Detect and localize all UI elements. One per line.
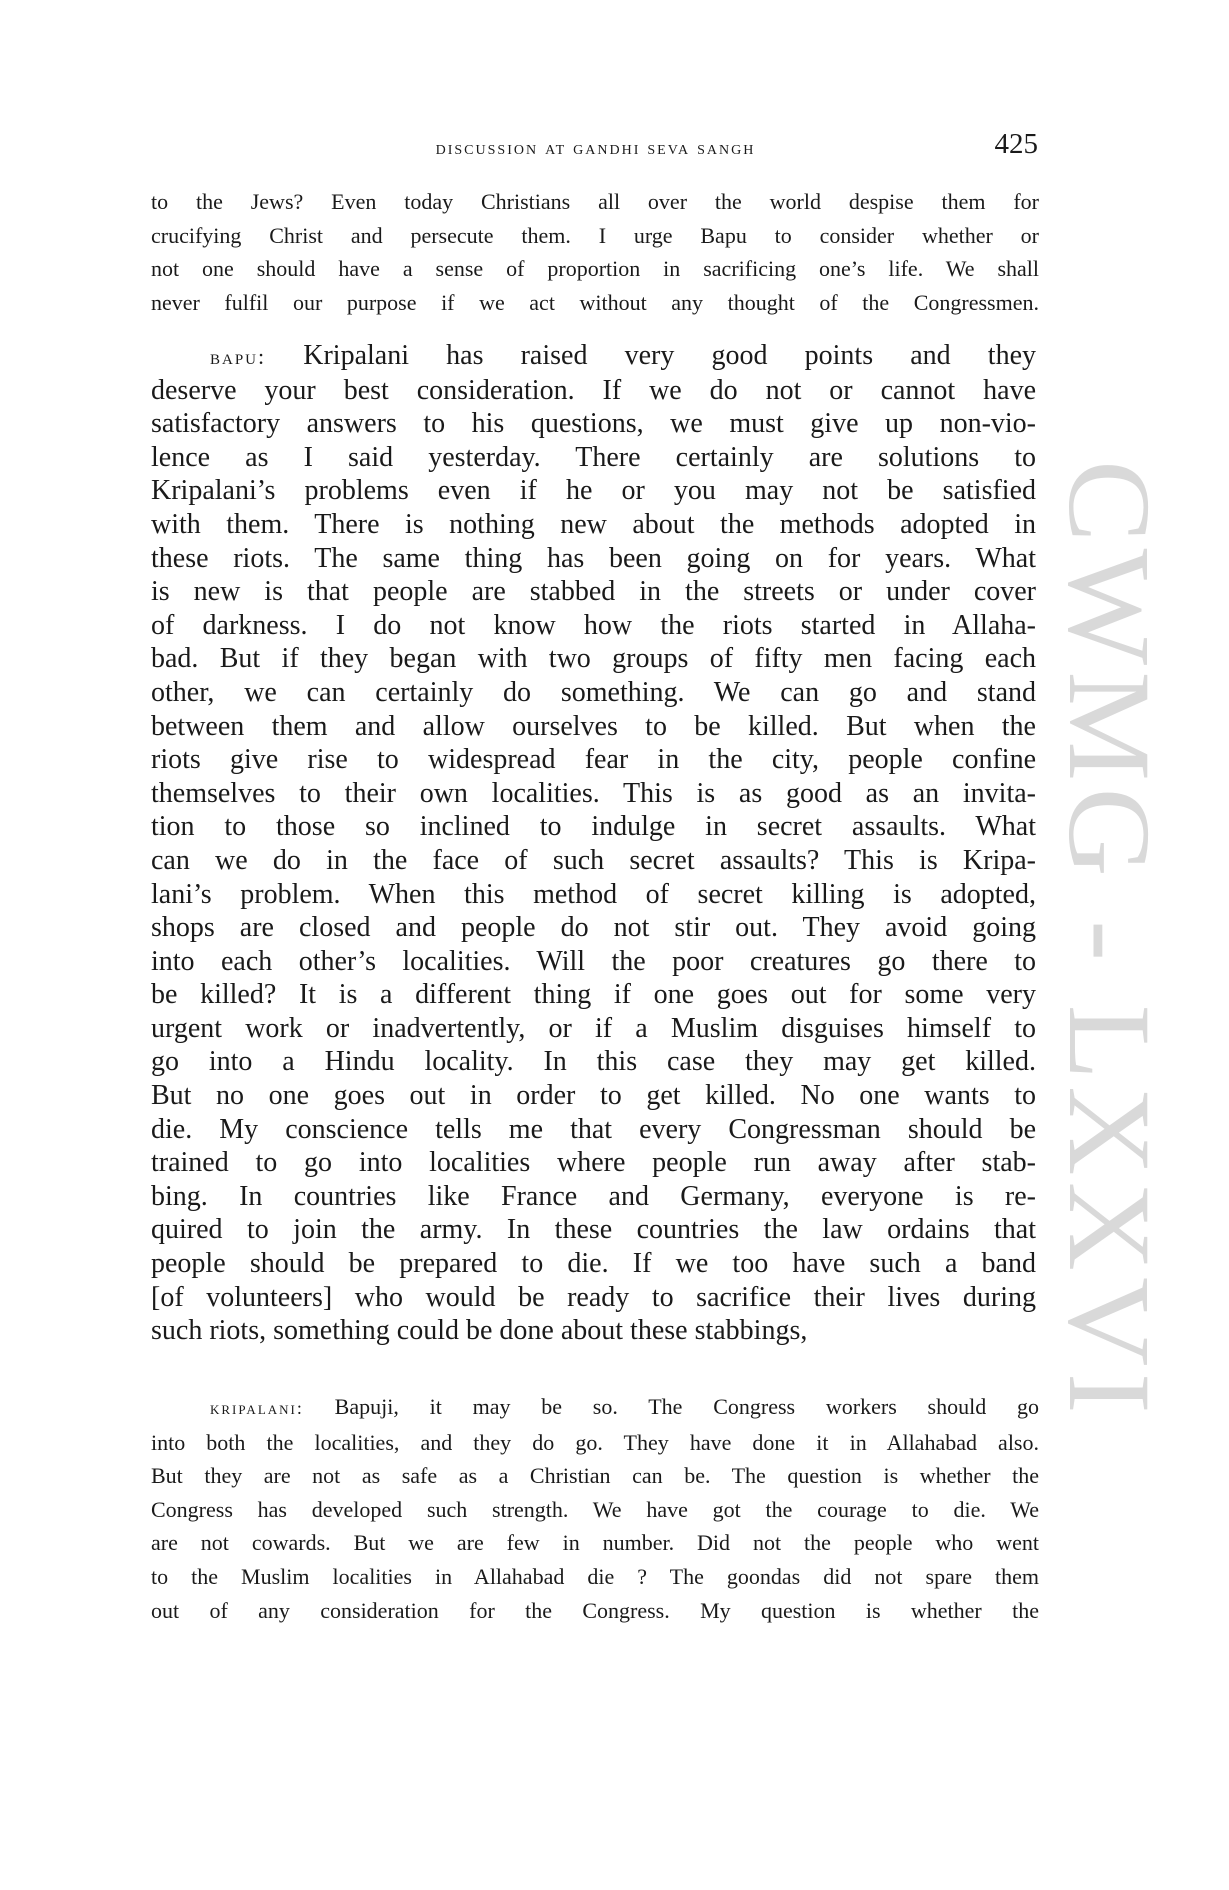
text-line: into each other’s localities. Will the poor creatures go there to bbox=[151, 945, 1036, 977]
text-line: lani’s problem. When this method of secret killing is adopted, bbox=[151, 878, 1036, 910]
watermark bbox=[1030, 460, 1175, 1440]
text-line: riots give rise to widespread fear in the city, people confine bbox=[151, 744, 1036, 776]
text-line: die. My conscience tells me that every Congressman should be bbox=[151, 1113, 1036, 1145]
text-fragment: Kripalani has raised very good points and they bbox=[303, 340, 1036, 371]
text-line: to the Muslim localities in Allahabad die ? The goondas did not spare them bbox=[151, 1563, 1039, 1589]
text-line: quired to join the army. In these countries the law ordains that bbox=[151, 1214, 1036, 1246]
text-line bbox=[151, 1390, 1039, 1426]
text-line: are not cowards. But we are few in number. Did not the people who went bbox=[151, 1530, 1039, 1556]
watermark-graphic bbox=[1030, 460, 1175, 1440]
text-line: But they are not as safe as a Christian can be. The question is whether the bbox=[151, 1463, 1039, 1489]
text-line: to the Jews? Even today Christians all over the world despise them for bbox=[151, 189, 1039, 214]
text-line: people should be prepared to die. If we too have such a band bbox=[151, 1248, 1036, 1280]
text-line: into both the localities, and they do go. They have done it in Allahabad also. bbox=[151, 1429, 1039, 1455]
text-line: crucifying Christ and persecute them. I urge Bapu to consider whether or bbox=[151, 222, 1039, 248]
running-title: discussion at gandhi seva sangh bbox=[435, 137, 756, 159]
paragraph-bapu bbox=[151, 339, 1036, 1348]
watermark-text: CWMG - LXXVI bbox=[1044, 460, 1175, 1378]
text-line: But no one goes out in order to get killed. No one wants to bbox=[151, 1080, 1036, 1112]
text-line: can we do in the face of such secret assaults? This is Kripa- bbox=[151, 844, 1036, 876]
text-line: trained to go into localities where people run away after stab- bbox=[151, 1147, 1036, 1179]
text-line: is new is that people are stabbed in the streets or under cover bbox=[151, 576, 1036, 608]
paragraph-continuation bbox=[151, 185, 1039, 319]
text-line: not one should have a sense of proportion in sacrificing one’s life. We shall bbox=[151, 256, 1039, 282]
text-line: themselves to their own localities. This is as good as an invita- bbox=[151, 777, 1036, 809]
text-line: with them. There is nothing new about the methods adopted in bbox=[151, 508, 1036, 540]
text-line: bing. In countries like France and Germany, everyone is re- bbox=[151, 1180, 1036, 1212]
text-line: these riots. The same thing has been going on for years. What bbox=[151, 542, 1036, 574]
text-line: Kripalani’s problems even if he or you may not be satisfied bbox=[151, 475, 1036, 507]
paragraph-kripalani bbox=[151, 1390, 1039, 1627]
text-line: [of volunteers] who would be ready to sacrifice their lives during bbox=[151, 1281, 1036, 1313]
text-line: be killed? It is a different thing if one goes out for some very bbox=[151, 979, 1036, 1011]
text-line bbox=[151, 339, 1036, 374]
text-line: never fulfil our purpose if we act without any thought of the Congressmen. bbox=[151, 289, 1039, 315]
text-line: bad. But if they began with two groups of fifty men facing each bbox=[151, 643, 1036, 675]
text-line: shops are closed and people do not stir out. They avoid going bbox=[151, 912, 1036, 944]
text-line: out of any consideration for the Congress. My question is whether the bbox=[151, 1597, 1039, 1623]
text-fragment: Bapuji, it may be so. The Congress workers should go bbox=[334, 1394, 1039, 1419]
speaker-name: kripalani: bbox=[210, 1398, 304, 1418]
running-head bbox=[153, 128, 1038, 168]
text-line: lence as I said yesterday. There certainly are solutions to bbox=[151, 441, 1036, 473]
text-line: tion to those so inclined to indulge in secret assaults. What bbox=[151, 811, 1036, 843]
text-line: go into a Hindu locality. In this case they may get killed. bbox=[151, 1046, 1036, 1078]
text-line: urgent work or inadvertently, or if a Muslim disguises himself to bbox=[151, 1012, 1036, 1044]
speaker-name: bapu: bbox=[210, 344, 267, 369]
text-line: deserve your best consideration. If we do not or cannot have bbox=[151, 374, 1036, 406]
text-line: between them and allow ourselves to be killed. But when the bbox=[151, 710, 1036, 742]
text-line: Congress has developed such strength. We have got the courage to die. We bbox=[151, 1496, 1039, 1522]
page-number: 425 bbox=[994, 128, 1038, 160]
text-line: other, we can certainly do something. We can go and stand bbox=[151, 676, 1036, 708]
text-line: of darkness. I do not know how the riots started in Allaha- bbox=[151, 609, 1036, 641]
text-line: satisfactory answers to his questions, we must give up non-vio- bbox=[151, 408, 1036, 440]
text-line: such riots, something could be done about these stabbings, bbox=[151, 1315, 808, 1347]
